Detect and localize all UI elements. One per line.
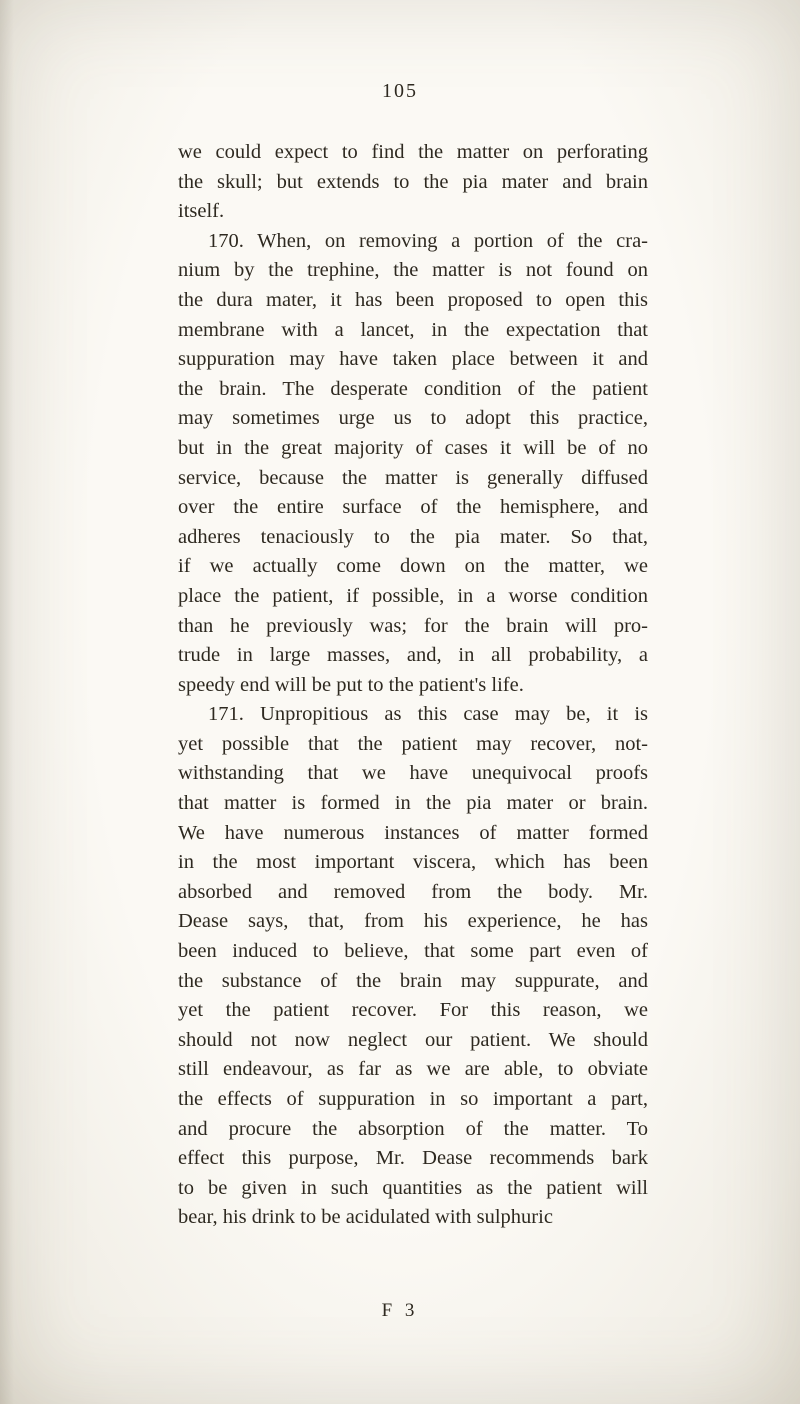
text-line: trude in large masses, and, in all probability, a <box>178 644 648 667</box>
text-line: to be given in such quantities as the patient will <box>178 1176 648 1199</box>
paragraph <box>178 700 648 1233</box>
text-line: that matter is formed in the pia mater or brain. <box>178 792 648 815</box>
text-line: itself. <box>178 200 225 223</box>
text-block <box>178 138 648 1233</box>
text-line: speedy end will be put to the patient's life. <box>178 673 524 696</box>
text-line: place the patient, if possible, in a worse condition <box>178 584 648 607</box>
text-line: bear, his drink to be acidulated with sulphuric <box>178 1206 553 1229</box>
text-line: the substance of the brain may suppurate, and <box>178 969 648 992</box>
text-line: the skull; but extends to the pia mater and brain <box>178 170 648 193</box>
text-line: the dura mater, it has been proposed to open this <box>178 288 648 311</box>
scan-edge-shading <box>0 0 14 1404</box>
text-line: yet the patient recover. For this reason, we <box>178 999 648 1022</box>
text-line: may sometimes urge us to adopt this practice, <box>178 407 648 430</box>
text-line: in the most important viscera, which has been <box>178 851 648 874</box>
text-line: if we actually come down on the matter, we <box>178 555 648 578</box>
text-line: the effects of suppuration in so important a part, <box>178 1088 648 1110</box>
text-line: Dease says, that, from his experience, he has <box>178 910 648 933</box>
text-line: still endeavour, as far as we are able, to obviate <box>178 1058 648 1081</box>
text-line: but in the great majority of cases it will be of no <box>178 436 648 459</box>
text-line: membrane with a lancet, in the expectation that <box>178 318 648 341</box>
text-line: than he previously was; for the brain will pro- <box>178 614 648 637</box>
text-line: we could expect to find the matter on perforating <box>178 141 648 163</box>
text-line: and procure the absorption of the matter. To <box>178 1117 648 1140</box>
page-number: 105 <box>382 80 418 102</box>
text-line: suppuration may have taken place between it and <box>178 348 648 371</box>
text-line: the brain. The desperate condition of the patient <box>178 377 648 400</box>
text-line: We have numerous instances of matter formed <box>178 821 648 844</box>
text-line: been induced to believe, that some part even of <box>178 940 648 963</box>
text-line: absorbed and removed from the body. Mr. <box>178 880 648 903</box>
text-line: 170. When, on removing a portion of the cra- <box>208 229 648 252</box>
text-line: effect this purpose, Mr. Dease recommends bark <box>178 1147 648 1170</box>
text-line: yet possible that the patient may recover, not- <box>178 732 648 755</box>
paragraph <box>178 227 648 701</box>
text-line: adheres tenaciously to the pia mater. So that, <box>178 525 648 548</box>
text-line: withstanding that we have unequivocal proofs <box>178 762 648 785</box>
text-line: nium by the trephine, the matter is not found on <box>178 259 648 282</box>
text-line: 171. Unpropitious as this case may be, it is <box>208 703 648 726</box>
text-line: service, because the matter is generally diffused <box>178 466 648 489</box>
text-line: over the entire surface of the hemisphere, and <box>178 496 648 519</box>
paragraph <box>178 138 648 227</box>
signature-mark: F 3 <box>381 1300 419 1321</box>
text-line: should not now neglect our patient. We should <box>178 1028 648 1051</box>
